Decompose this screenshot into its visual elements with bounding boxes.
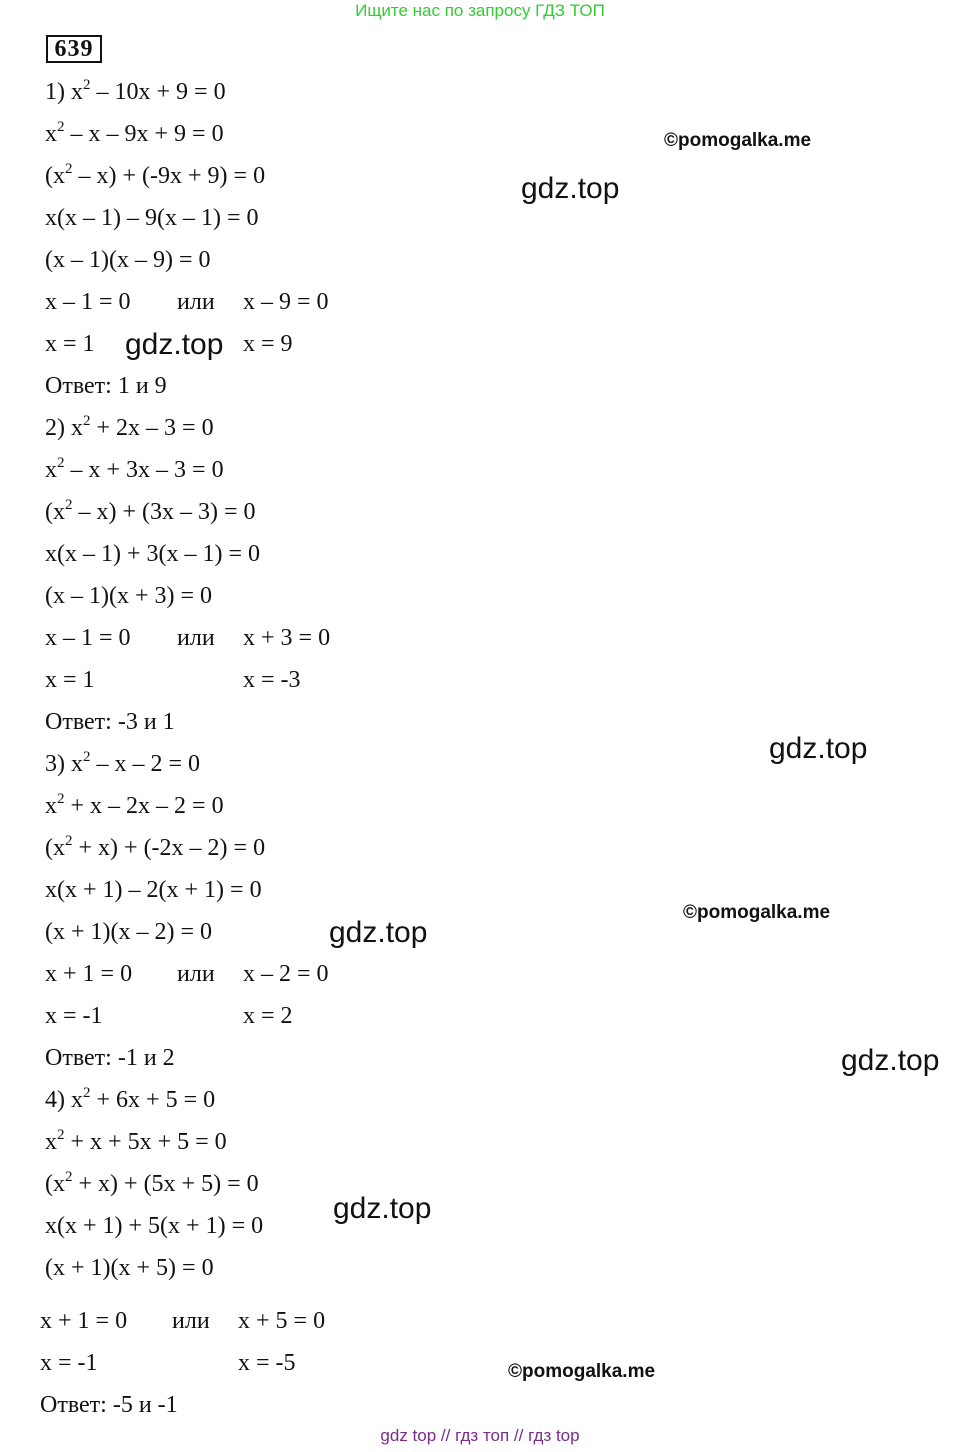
equation-line (45, 792, 224, 823)
equation-part: + x) + (-2x – 2) = 0 (72, 835, 266, 861)
equation-part: – x) + (-9x + 9) = 0 (72, 163, 266, 189)
equation-line (45, 498, 256, 529)
watermark-gdz: gdz.top (841, 1044, 940, 1077)
equation-line: x(x – 1) + 3(x – 1) = 0 (45, 541, 261, 567)
equation-right: x = 2 (243, 1003, 293, 1029)
equation-part: x (45, 793, 57, 819)
exponent: 2 (65, 161, 73, 177)
conjunction-word: или (177, 289, 215, 315)
watermark-gdz: gdz.top (125, 328, 224, 361)
equation-line: x(x + 1) + 5(x + 1) = 0 (45, 1213, 264, 1239)
equation-part: + x – 2x – 2 = 0 (64, 793, 224, 819)
exponent: 2 (65, 1169, 73, 1185)
equation-part: – x – 2 = 0 (90, 751, 201, 777)
equation-left: x = -1 (40, 1350, 98, 1376)
task-number: 639 (46, 35, 102, 63)
equation-left: x = -1 (45, 1003, 103, 1029)
equation-line (45, 456, 224, 487)
equation-right: x = 9 (243, 331, 293, 357)
equation-line: (x + 1)(x + 5) = 0 (45, 1255, 214, 1281)
equation-part: – 10x + 9 = 0 (90, 79, 226, 105)
conjunction-word: или (177, 625, 215, 651)
equation-left: x = 1 (45, 667, 95, 693)
equation-left: x – 1 = 0 (45, 289, 131, 315)
equation-line (45, 1170, 259, 1201)
equation-part: x (45, 1129, 57, 1155)
watermark-gdz: gdz.top (329, 916, 428, 949)
footer-links[interactable]: gdz top // гдз топ // гдз top (380, 1426, 580, 1445)
equation-right: x + 3 = 0 (243, 625, 331, 651)
equation-part: (x (45, 835, 65, 861)
equation-left: x – 1 = 0 (45, 625, 131, 651)
equation-right: x = -5 (238, 1350, 296, 1376)
equation-part: (x (45, 499, 65, 525)
exponent: 2 (83, 413, 91, 429)
equation-part: 3) x (45, 751, 83, 777)
equation-line: Ответ: -1 и 2 (45, 1045, 175, 1071)
watermark-pomogalka: ©pomogalka.me (683, 902, 831, 923)
equation-line: (x + 1)(x – 2) = 0 (45, 919, 213, 945)
exponent: 2 (65, 497, 73, 513)
watermark-pomogalka: ©pomogalka.me (664, 130, 812, 151)
exponent: 2 (83, 77, 91, 93)
equation-part: – x + 3x – 3 = 0 (64, 457, 224, 483)
conjunction-word: или (172, 1308, 210, 1334)
equation-line: x(x – 1) – 9(x – 1) = 0 (45, 205, 259, 231)
equation-part: (x (45, 1171, 65, 1197)
watermark-pomogalka: ©pomogalka.me (508, 1361, 656, 1382)
equation-left: x = 1 (45, 331, 95, 357)
equation-right: x = -3 (243, 667, 301, 693)
equation-part: – x) + (3x – 3) = 0 (72, 499, 256, 525)
equation-line: Ответ: 1 и 9 (45, 373, 167, 399)
exponent: 2 (57, 1127, 65, 1143)
watermark-gdz: gdz.top (769, 732, 868, 765)
equation-part: (x (45, 163, 65, 189)
watermark-gdz: gdz.top (333, 1192, 432, 1225)
exponent: 2 (83, 749, 91, 765)
equation-line (45, 120, 224, 151)
equation-right: x + 5 = 0 (238, 1308, 326, 1334)
exponent: 2 (57, 119, 65, 135)
equation-part: 2) x (45, 415, 83, 441)
equation-right: x – 9 = 0 (243, 289, 329, 315)
equation-part: 1) x (45, 79, 83, 105)
equation-line (45, 162, 265, 193)
equation-line (45, 834, 265, 865)
equation-line (45, 750, 200, 781)
equation-line (45, 78, 226, 109)
equation-part: + x) + (5x + 5) = 0 (72, 1171, 259, 1197)
exponent: 2 (83, 1085, 91, 1101)
equation-part: + 2x – 3 = 0 (90, 415, 214, 441)
equation-line: x(x + 1) – 2(x + 1) = 0 (45, 877, 262, 903)
equation-line: (x – 1)(x + 3) = 0 (45, 583, 213, 609)
equation-left: x + 1 = 0 (40, 1308, 128, 1334)
equation-left: x + 1 = 0 (45, 961, 133, 987)
equation-part: x (45, 457, 57, 483)
exponent: 2 (57, 455, 65, 471)
equation-line: Ответ: -5 и -1 (40, 1392, 178, 1418)
equation-right: x – 2 = 0 (243, 961, 329, 987)
equation-part: 4) x (45, 1087, 83, 1113)
equation-part: x (45, 121, 57, 147)
exponent: 2 (57, 791, 65, 807)
equation-part: + x + 5x + 5 = 0 (64, 1129, 227, 1155)
equation-line (45, 414, 214, 445)
equation-line: (x – 1)(x – 9) = 0 (45, 247, 211, 273)
equation-part: – x – 9x + 9 = 0 (64, 121, 224, 147)
equation-line: Ответ: -3 и 1 (45, 709, 175, 735)
top-banner: Ищите нас по запросу ГДЗ ТОП (355, 1, 605, 20)
exponent: 2 (65, 833, 73, 849)
equation-line (45, 1086, 215, 1117)
watermark-gdz: gdz.top (521, 172, 620, 205)
equation-line (45, 1128, 227, 1159)
conjunction-word: или (177, 961, 215, 987)
equation-part: + 6x + 5 = 0 (90, 1087, 216, 1113)
